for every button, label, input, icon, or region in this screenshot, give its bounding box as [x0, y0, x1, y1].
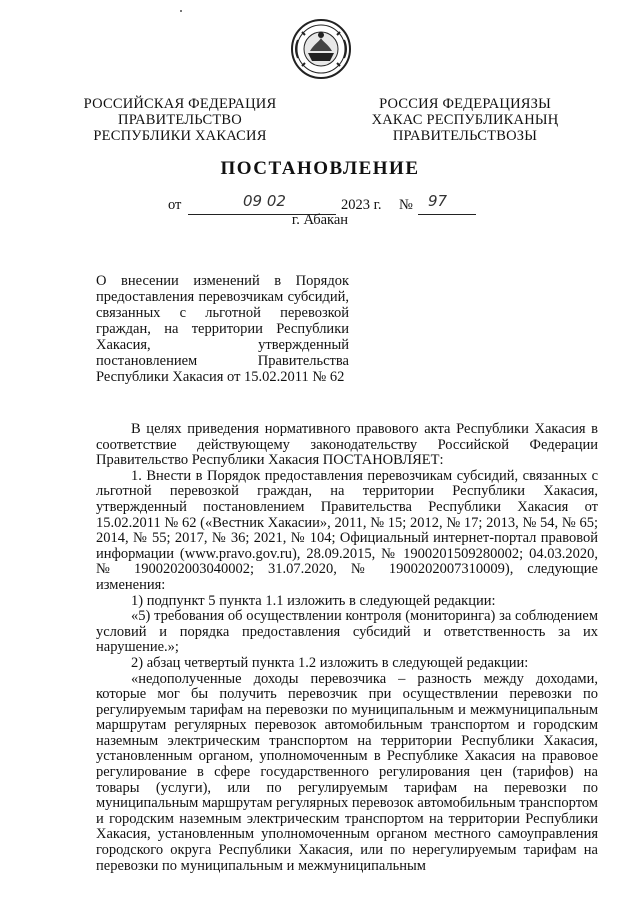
stray-mark	[180, 10, 182, 12]
body-paragraph: 2) абзац четвертый пункта 1.2 изложить в следующей редакции:	[131, 654, 529, 671]
header-left	[70, 96, 290, 144]
document-body	[96, 422, 598, 874]
body-paragraph: «5) требования об осуществлении контроля (мониторинга) за соблюдением условий и порядка предоставления субсидий и ответственность за их нарушение.»;	[96, 608, 598, 656]
document-title: ПОСТАНОВЛЕНИЕ	[220, 158, 420, 179]
number-handwritten: 97	[428, 192, 448, 210]
body-paragraph: В целях приведения нормативного правового акта Республики Хакасия в соответствие действующему законодательству Российской Федерации Правительство Республики Хакасия ПОСТАНОВЛЯЕТ:	[96, 421, 598, 469]
date-handwritten: 09 02	[243, 192, 286, 210]
document-subject: О внесении изменений в Порядок предоставления перевозчикам субсидий, связанных с льготной перевозкой граждан, на территории Республики Хакасия, утвержденный постановлением Правительства Республики Хакасия от 15.02.2011 № 62	[96, 273, 349, 385]
coat-of-arms-icon	[290, 18, 352, 80]
header-left-line: ПРАВИТЕЛЬСТВО	[118, 112, 242, 128]
header-left-line: РЕСПУБЛИКИ ХАКАСИЯ	[93, 128, 267, 144]
body-paragraph: 1) подпункт 5 пункта 1.1 изложить в следующей редакции:	[131, 592, 496, 609]
date-year: 2023 г.	[341, 197, 382, 213]
header-right	[345, 96, 585, 144]
header-right-line: ПРАВИТЕЛЬСТВОЗЫ	[392, 128, 538, 144]
date-from-label: от	[168, 197, 182, 213]
body-paragraph: 1. Внести в Порядок предоставления перевозчикам субсидий, связанных с льготной перевозкой граждан, на территории Республики Хакасия, утвержденный постановлением Правительства Республики Хакасия от 15.02.2011 № 62 («Вестник Хакасии», 2011, № 15; 2012, № 17; 2013, № 54, № 65; 2014, № 55; 2017, № 36; 2021, № 104; Официальный интернет-портал правовой информации (www.pravo.gov.ru), 28.09.2015, № 1900201509280002; 04.03.2020, № 1900202003040002; 31.07.2020, № 1900202007310009), следующие изменения:	[96, 467, 598, 593]
city-line: г. Абакан	[291, 212, 349, 228]
header-right-line: ХАКАС РЕСПУБЛИКАНЫҢ	[371, 112, 559, 128]
header-left-line: РОССИЙСКАЯ ФЕДЕРАЦИЯ	[83, 96, 277, 112]
header-right-line: РОССИЯ ФЕДЕРАЦИЯЗЫ	[379, 96, 551, 112]
body-paragraph: «недополученные доходы перевозчика – разность между доходами, которые мог бы получить перевозчик при осуществлении перевозки по регулируемым тарифам на перевозки по муниципальным и межмуниципальным маршрутам регулярных перевозок автомобильным транспортом и городским наземным электрическим транспортом на территории Республики Хакасия, установленным органом, уполномоченным в Республике Хакасия на правовое регулирование в сфере государственного регулирования цен (тарифов) на товары (услуги), или по регулируемым тарифам на перевозки по муниципальным маршрутам регулярных перевозок автомобильным транспортом и городским наземным электрическим транспортом на территории Республики Хакасия, установленным уполномоченным органом местного самоуправления городского округа Республики Хакасия, или по нерегулируемым тарифам на перевозки по муниципальным и межмуниципальным	[96, 670, 598, 874]
number-label: №	[399, 197, 413, 213]
